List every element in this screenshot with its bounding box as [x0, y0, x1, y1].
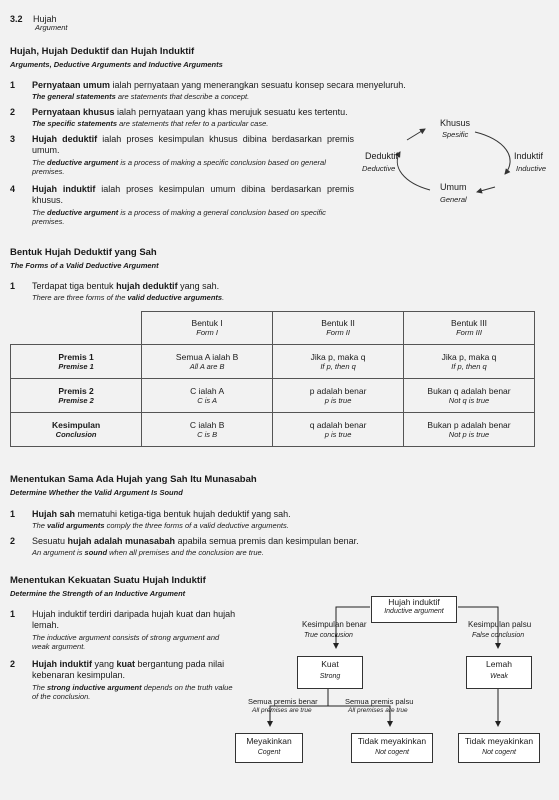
cycle-right-label-en: Inductive — [516, 164, 547, 173]
valid-forms-table — [10, 311, 535, 447]
s2-title: Bentuk Hujah Deduktif yang Sah — [10, 247, 157, 258]
table-cell: Semua A ialah B All A are B — [142, 345, 273, 379]
cycle-bottom-label: Umum — [440, 182, 467, 192]
tree-ll-edge-label: Semua premis benar — [248, 697, 318, 706]
table-cell: Jika p, maka q If p, then q — [273, 345, 404, 379]
s2-title-en: The Forms of a Valid Deductive Argument — [10, 261, 159, 270]
table-header-cell: Bentuk I Form I — [142, 312, 273, 345]
cycle-top-label: Khusus — [440, 118, 471, 128]
table-header-cell: Bentuk II Form II — [273, 312, 404, 345]
tree-left-edge-label-en: True conclusion — [304, 632, 353, 639]
tree-right-edge-label-en: False conclusion — [472, 632, 525, 639]
tree-ll-edge-label-en: All premises are true — [252, 707, 312, 714]
tree-root-node: Hujah induktif Inductive argument — [371, 596, 457, 623]
table-corner-cell — [11, 312, 142, 345]
cycle-arrow-top — [407, 129, 425, 140]
table-cell: p adalah benar p is true — [273, 379, 404, 413]
table-row-label: Premis 1 Premise 1 — [11, 345, 142, 379]
tree-notcogent-node-1: Tidak meyakinkan Not cogent — [351, 733, 433, 763]
cycle-left-label-en: Deductive — [362, 164, 396, 173]
tree-left-edge-label: Kesimpulan benar — [302, 620, 367, 629]
table-row — [11, 345, 535, 379]
tree-cogent-node: Meyakinkan Cogent — [235, 733, 303, 763]
cycle-left-label: Deduktif — [365, 151, 399, 161]
section-title: Hujah — [32, 14, 57, 24]
table-cell: Jika p, maka q If p, then q — [404, 345, 535, 379]
table-cell: q adalah benar p is true — [273, 413, 404, 447]
cycle-arrow-bottom — [477, 187, 495, 192]
tree-notcogent-node-2: Tidak meyakinkan Not cogent — [458, 733, 540, 763]
cycle-arrow-right — [475, 132, 510, 174]
table-cell: C ialah B C is B — [142, 413, 273, 447]
table-header-row — [11, 312, 535, 345]
table-row-label: Premis 2 Premise 2 — [11, 379, 142, 413]
table-header-cell: Bentuk III Form III — [404, 312, 535, 345]
table-cell: Bukan q adalah benar Not q is true — [404, 379, 535, 413]
s4-title: Menentukan Kekuatan Suatu Hujah Induktif — [10, 575, 206, 586]
tree-right-edge-label: Kesimpulan palsu — [468, 620, 532, 629]
s1-title-en: Arguments, Deductive Arguments and Inductive Arguments — [10, 60, 223, 69]
s4-title-en: Determine the Strength of an Inductive Argument — [10, 589, 186, 598]
s3-title: Menentukan Sama Ada Hujah yang Sah Itu Munasabah — [10, 474, 257, 485]
cycle-arrow-left — [397, 152, 430, 190]
table-row — [11, 413, 535, 447]
section-number: 3.2 — [10, 14, 23, 24]
section-title-en: Argument — [35, 23, 68, 32]
cycle-bottom-label-en: General — [440, 195, 467, 204]
table-cell: Bukan p adalah benar Not p is true — [404, 413, 535, 447]
cycle-top-label-en: Spesific — [442, 130, 469, 139]
table-row-label: Kesimpulan Conclusion — [11, 413, 142, 447]
tree-lr-edge-label: Semua premis palsu — [345, 697, 414, 706]
s3-title-en: Determine Whether the Valid Argument Is Sound — [10, 488, 183, 497]
table-row — [11, 379, 535, 413]
s1-title: Hujah, Hujah Deduktif dan Hujah Induktif — [10, 46, 195, 57]
cycle-right-label: Induktif — [514, 151, 544, 161]
table-cell: C ialah A C is A — [142, 379, 273, 413]
tree-weak-node: Lemah Weak — [466, 656, 532, 689]
tree-strong-node: Kuat Strong — [297, 656, 363, 689]
tree-lr-edge-label-en: All premises are true — [348, 707, 408, 714]
